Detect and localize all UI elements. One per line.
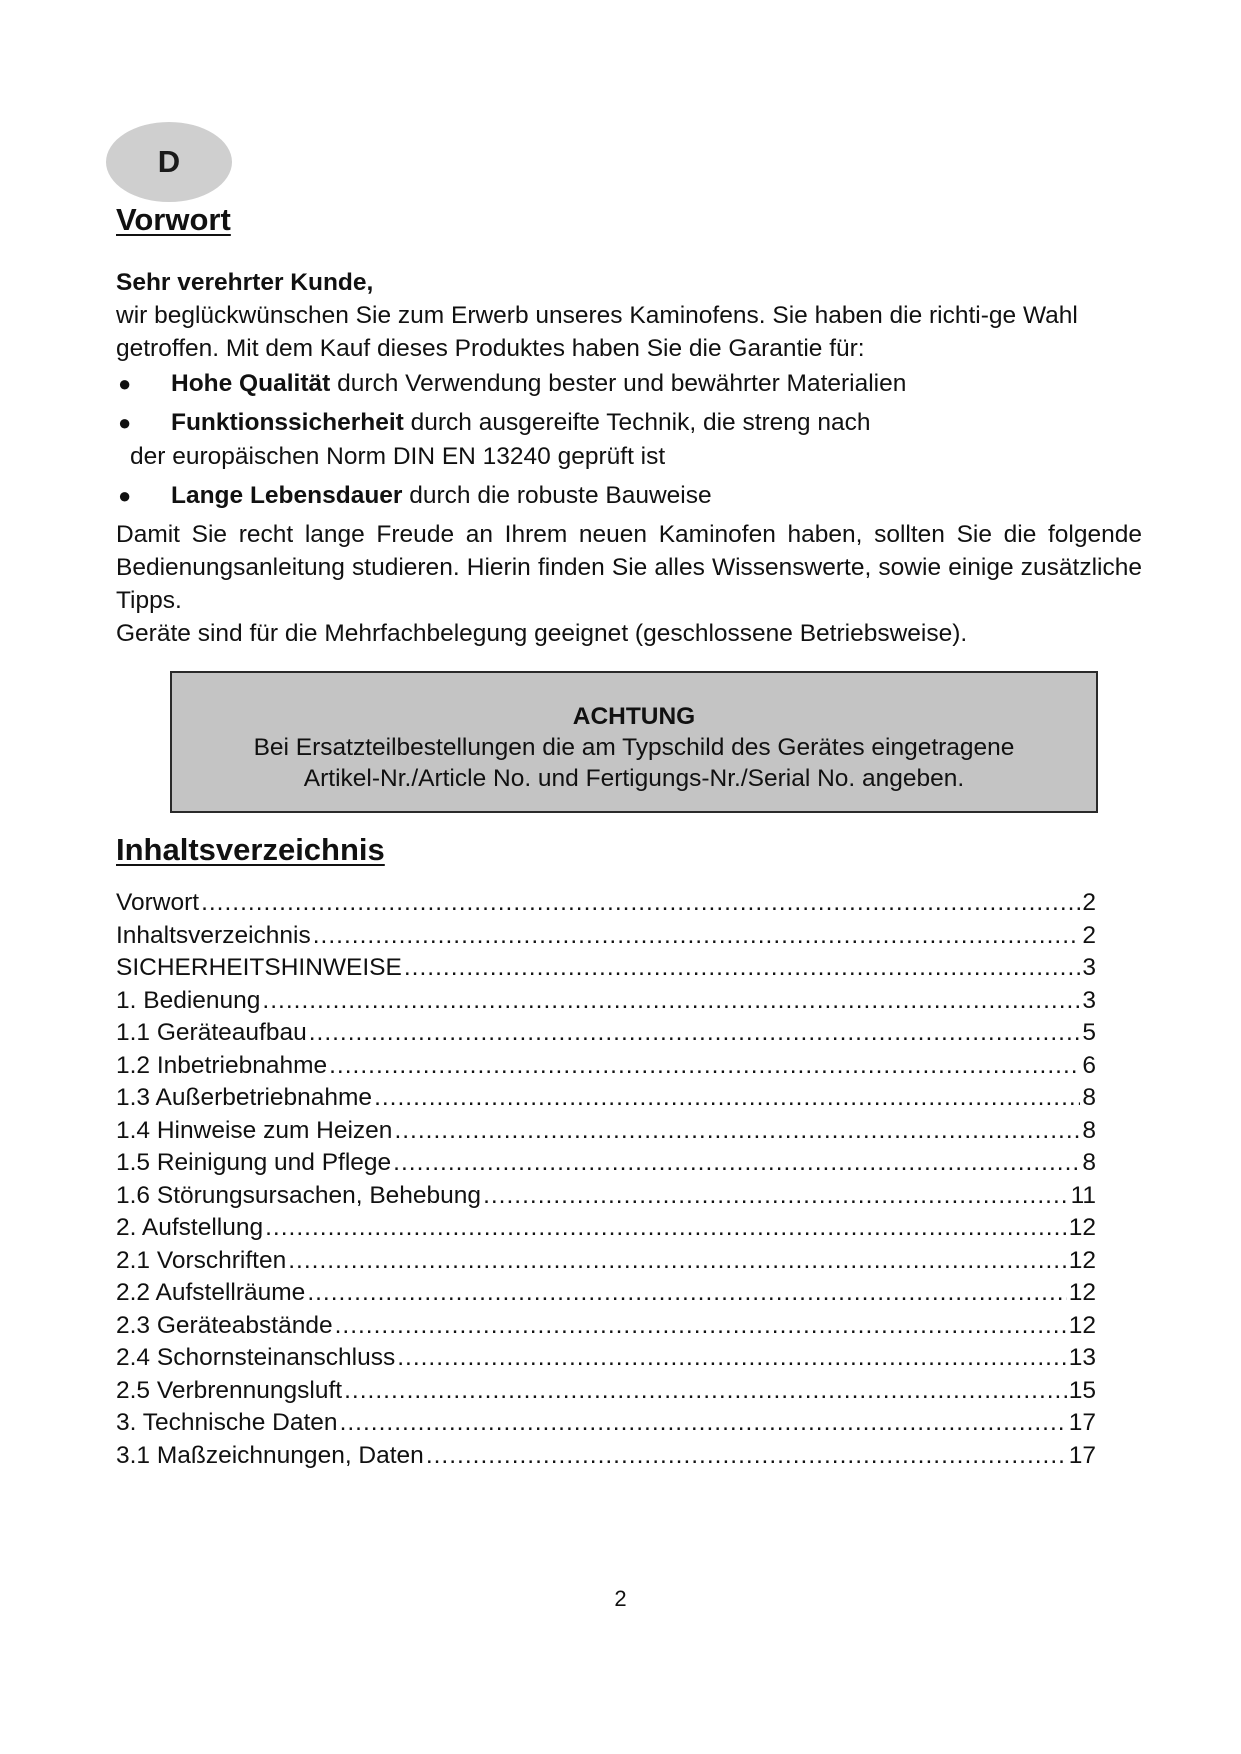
guarantee-bold: Lange Lebensdauer [171,482,403,509]
language-badge: D [106,122,232,202]
guarantee-bold: Funktionssicherheit [171,409,404,436]
toc-dot-leader [335,1310,1067,1343]
toc-entry-page: 17 [1068,1441,1096,1469]
notice-title: ACHTUNG [572,703,696,730]
warning-notice-box [170,671,1098,813]
toc-entry-page: 12 [1068,1279,1096,1306]
toc-entry-label: 1.5 Reinigung und Pflege [116,1149,392,1176]
guarantee-bold: Hohe Qualität [171,370,331,397]
toc-entry-page: 3 [1082,954,1096,981]
toc-entry-label: 1.6 Störungsursachen, Behebung [116,1181,482,1209]
toc-entry-label: 1. Bedienung [116,986,261,1014]
toc-dot-leader [426,1440,1067,1473]
toc-entry-label: 2. Aufstellung [116,1214,264,1241]
toc-entry[interactable] [116,1115,1096,1148]
guarantee-list [116,367,1142,513]
toc-entry-label: 2.1 Vorschriften [116,1246,287,1274]
toc-entry-page: 11 [1070,1181,1096,1209]
toc-entry[interactable] [116,1342,1096,1375]
foreword-heading: Vorwort [116,202,231,237]
toc-entry-page: 13 [1068,1344,1096,1371]
toc-dot-leader [313,920,1081,953]
toc-entry-page: 12 [1068,1246,1096,1274]
multi-use-note: Geräte sind für die Mehrfachbelegung geeignet (geschlossene Betriebsweise). [116,620,968,647]
page-number: 2 [614,1586,627,1611]
table-of-contents [116,887,1096,1472]
notice-line-2: Artikel-Nr./Article No. und Fertigungs-Nr./Serial No. angeben. [303,765,965,792]
toc-entry-label: 1.3 Außerbetriebnahme [116,1084,373,1111]
toc-dot-leader [262,985,1080,1018]
toc-dot-leader [374,1082,1080,1115]
greeting: Sehr verehrter Kunde, [116,269,374,296]
toc-entry-page: 15 [1068,1376,1096,1404]
toc-entry[interactable] [116,952,1096,985]
toc-dot-leader [394,1115,1080,1148]
toc-entry[interactable] [116,1017,1096,1050]
guarantee-text: durch ausgereifte Technik, die streng nach [403,409,871,436]
closing-paragraph: Damit Sie recht lange Freude an Ihrem neuen Kaminofen haben, sollten Sie die folgende Bedienungsanleitung studieren. Hierin finden Sie alles Wissenswerte, sowie einige zusätzliche Tipps. [116,521,1142,614]
guarantee-text: durch die robuste Bauweise [402,482,712,509]
toc-dot-leader [483,1180,1069,1213]
toc-entry-label: 1.2 Inbetriebnahme [116,1051,328,1079]
toc-entry-label: SICHERHEITSHINWEISE [116,954,402,981]
toc-dot-leader [265,1212,1067,1245]
toc-entry-page: 2 [1082,921,1096,949]
toc-entry[interactable] [116,1440,1096,1473]
bullet-icon: ● [118,410,132,435]
toc-entry[interactable] [116,887,1096,920]
toc-entry-label: 2.5 Verbrennungsluft [116,1376,343,1404]
toc-entry[interactable] [116,1310,1096,1343]
toc-entry-label: 3.1 Maßzeichnungen, Daten [116,1441,424,1469]
toc-entry[interactable] [116,1082,1096,1115]
toc-entry[interactable] [116,1147,1096,1180]
toc-entry-page: 3 [1082,986,1096,1014]
toc-dot-leader [329,1050,1080,1083]
toc-dot-leader [201,887,1080,920]
toc-entry-label: 2.3 Geräteabstände [116,1311,333,1339]
toc-entry-page: 8 [1082,1084,1096,1111]
guarantee-text: durch Verwendung bester und bewährter Materialien [330,370,907,397]
guarantee-item [116,479,1142,513]
toc-entry-page: 5 [1082,1019,1096,1046]
toc-entry-page: 12 [1068,1214,1096,1241]
toc-entry-page: 6 [1082,1051,1096,1079]
intro-paragraph: wir beglückwünschen Sie zum Erwerb unseres Kaminofens. Sie haben die richti-ge Wahl getroffen. Mit dem Kauf dieses Produktes haben Sie die Garantie für: [116,302,1078,362]
foreword-body [116,266,1142,650]
toc-entry-page: 8 [1082,1149,1096,1176]
toc-dot-leader [309,1017,1081,1050]
toc-entry-label: 2.2 Aufstellräume [116,1279,306,1306]
toc-entry[interactable] [116,1375,1096,1408]
toc-entry-label: 2.4 Schornsteinanschluss [116,1344,396,1371]
toc-entry-label: Inhaltsverzeichnis [116,921,311,949]
toc-dot-leader [307,1277,1066,1310]
toc-entry-label: 1.1 Geräteaufbau [116,1019,307,1046]
toc-dot-leader [397,1342,1067,1375]
toc-entry[interactable] [116,985,1096,1018]
toc-entry-label: 3. Technische Daten [116,1409,338,1436]
toc-entry-page: 2 [1082,889,1096,916]
toc-dot-leader [404,952,1080,985]
toc-entry-label: 1.4 Hinweise zum Heizen [116,1116,393,1144]
bullet-icon: ● [118,371,132,396]
toc-heading: Inhaltsverzeichnis [116,832,385,867]
toc-entry[interactable] [116,1050,1096,1083]
toc-entry[interactable] [116,1407,1096,1440]
toc-dot-leader [288,1245,1067,1278]
toc-entry[interactable] [116,1180,1096,1213]
toc-entry-page: 12 [1068,1311,1096,1339]
guarantee-item [116,367,1142,401]
toc-entry[interactable] [116,1245,1096,1278]
toc-dot-leader [393,1147,1080,1180]
toc-entry-label: Vorwort [116,889,200,916]
guarantee-item [116,406,1142,474]
toc-dot-leader [344,1375,1067,1408]
toc-entry[interactable] [116,1212,1096,1245]
guarantee-text-continued: der europäischen Norm DIN EN 13240 geprüft ist [130,443,666,470]
notice-line-1: Bei Ersatzteilbestellungen die am Typschild des Gerätes eingetragene [253,734,1015,761]
toc-entry-page: 17 [1068,1409,1096,1436]
toc-entry[interactable] [116,920,1096,953]
toc-dot-leader [340,1407,1067,1440]
toc-entry[interactable] [116,1277,1096,1310]
toc-entry-page: 8 [1082,1116,1096,1144]
bullet-icon: ● [118,483,132,508]
